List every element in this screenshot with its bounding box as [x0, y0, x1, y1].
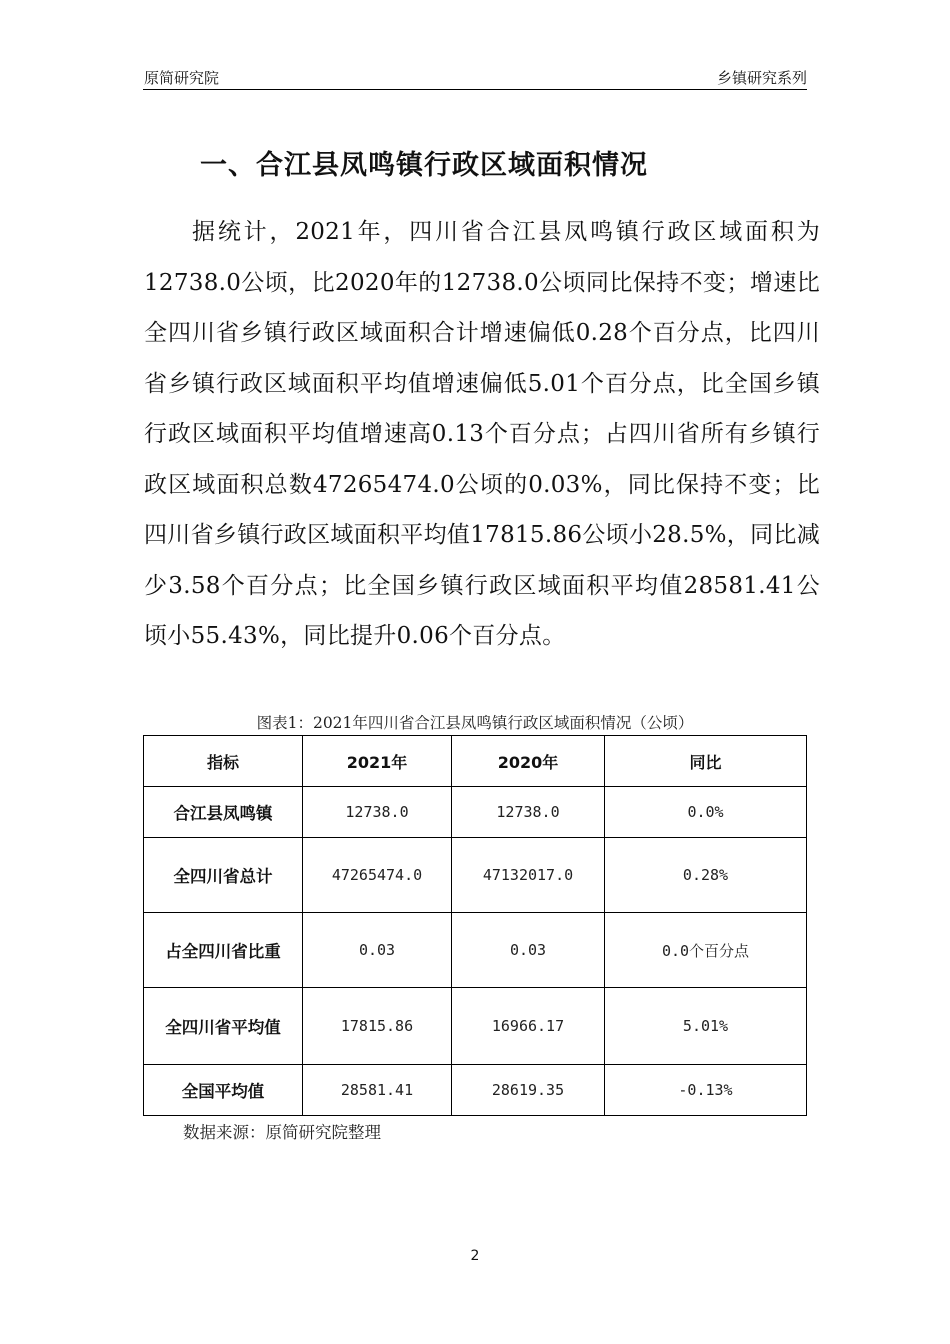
- column-header-indicator: 指标: [144, 736, 303, 787]
- value-2020: 28619.35: [452, 1065, 605, 1116]
- table-caption: 图表1：2021年四川省合江县凤鸣镇行政区域面积情况（公顷）: [256, 714, 694, 732]
- header-org-name: 原简研究院: [144, 69, 220, 87]
- value-2020: 0.03: [452, 913, 605, 988]
- header-divider: [143, 89, 807, 90]
- row-label: 占全四川省比重: [144, 913, 303, 988]
- page-number: 2: [470, 1248, 480, 1264]
- table-row: [144, 787, 807, 838]
- column-header-2020: 2020年: [452, 736, 605, 787]
- value-2021: 28581.41: [303, 1065, 452, 1116]
- row-label: 全四川省平均值: [144, 988, 303, 1065]
- data-source-note: 数据来源：原简研究院整理: [183, 1123, 381, 1142]
- value-yoy: 0.28%: [605, 838, 807, 913]
- row-label: 全国平均值: [144, 1065, 303, 1116]
- body-paragraph: 据统计，2021年，四川省合江县凤鸣镇行政区域面积为12738.0公顷，比2020年的12738.0公顷同比保持不变；增速比全四川省乡镇行政区域面积合计增速偏低0.28个百分点，比四川省乡镇行政区域面积平均值增速偏低5.01个百分点，比全国乡镇行政区域面积平均值增速高0.13个百分点；占四川省所有乡镇行政区域面积总数47265474.0公顷的0.03%，同比保持不变；比四川省乡镇行政区域面积平均值17815.86公顷小28.5%，同比减少3.58个百分点；比全国乡镇行政区域面积平均值28581.41公顷小55.43%，同比提升0.06个百分点。: [144, 219, 821, 649]
- section-title: 一、合江县凤鸣镇行政区域面积情况: [200, 150, 648, 181]
- value-yoy: 0.0个百分点: [605, 913, 807, 988]
- value-yoy: 5.01%: [605, 988, 807, 1065]
- table-header-row: [144, 736, 807, 787]
- value-2021: 0.03: [303, 913, 452, 988]
- table-row: [144, 838, 807, 913]
- value-yoy: -0.13%: [605, 1065, 807, 1116]
- value-2021: 12738.0: [303, 787, 452, 838]
- header-series-name: 乡镇研究系列: [716, 69, 807, 87]
- value-2020: 47132017.0: [452, 838, 605, 913]
- value-yoy: 0.0%: [605, 787, 807, 838]
- value-2020: 12738.0: [452, 787, 605, 838]
- column-header-yoy: 同比: [605, 736, 807, 787]
- table-row: [144, 988, 807, 1065]
- row-label: 合江县凤鸣镇: [144, 787, 303, 838]
- area-table: [143, 735, 807, 1116]
- table-row: [144, 1065, 807, 1116]
- row-label: 全四川省总计: [144, 838, 303, 913]
- column-header-2021: 2021年: [303, 736, 452, 787]
- value-2021: 17815.86: [303, 988, 452, 1065]
- value-2020: 16966.17: [452, 988, 605, 1065]
- value-2021: 47265474.0: [303, 838, 452, 913]
- table-row: [144, 913, 807, 988]
